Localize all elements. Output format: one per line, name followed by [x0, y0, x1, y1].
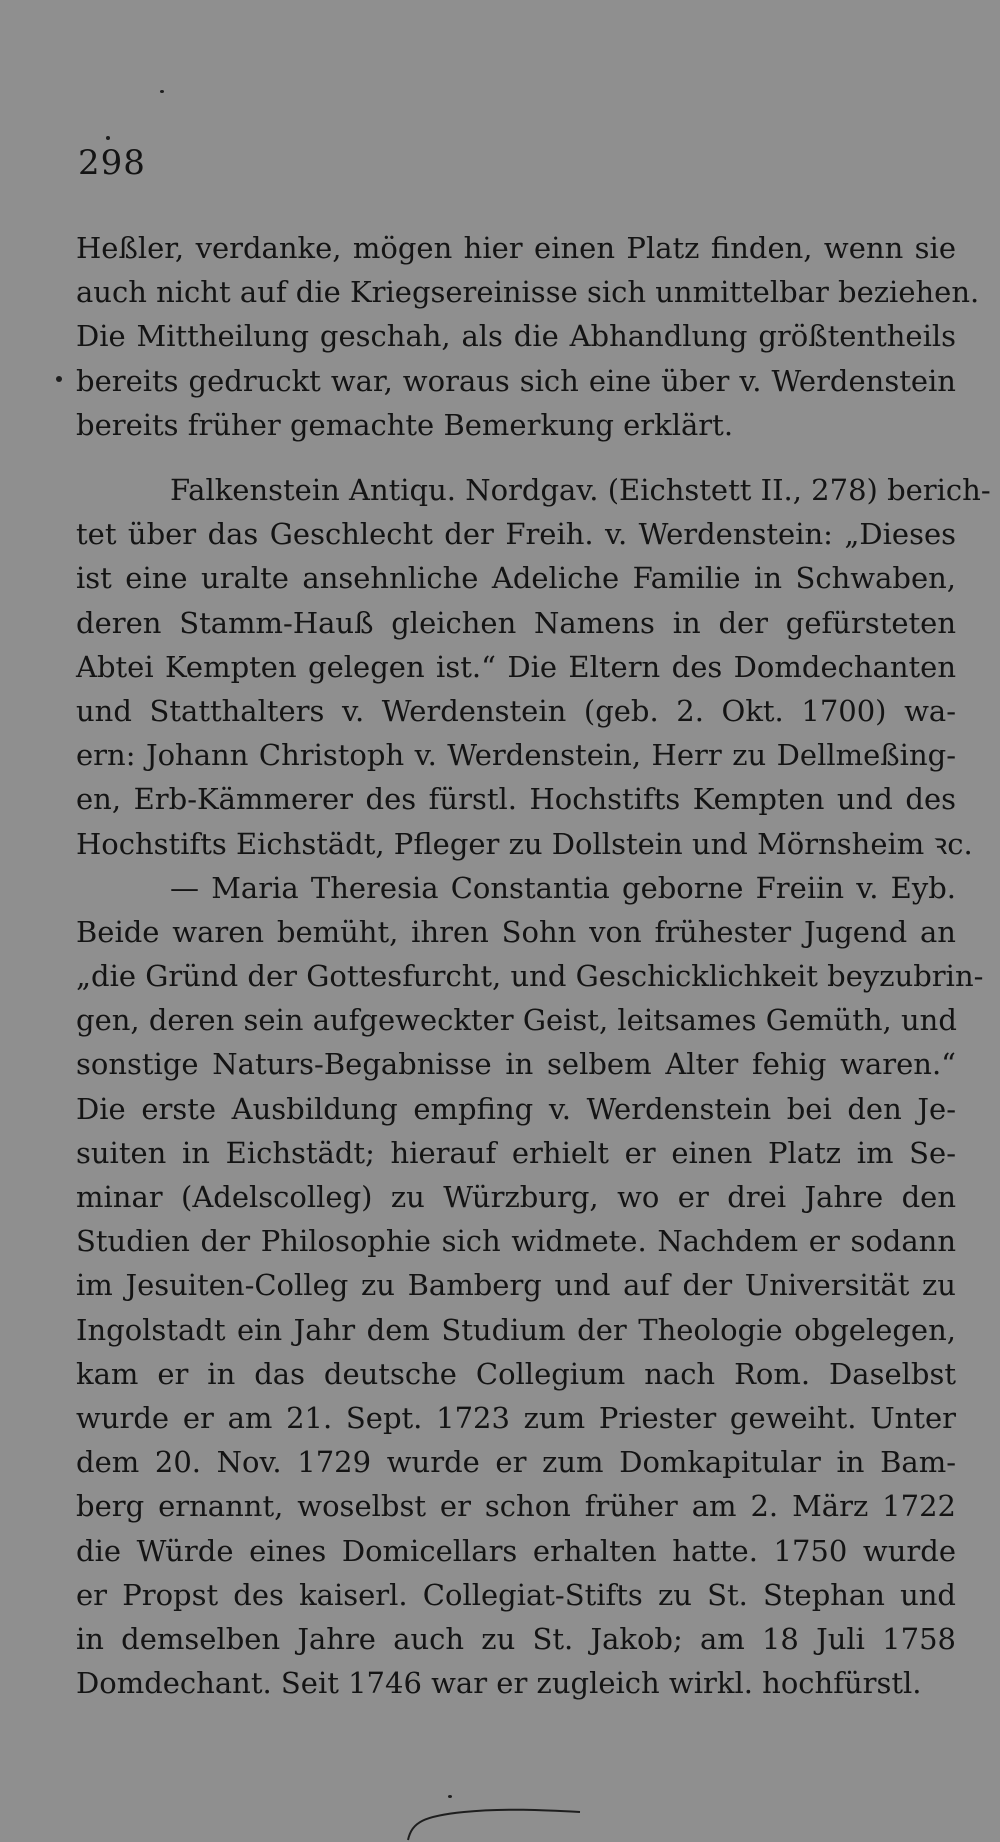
text-line: die Würde eines Domicellars erhalten hatte. 1750 wurde: [76, 1533, 956, 1568]
scan-speck: [106, 136, 110, 140]
text-line: im Jesuiten-Colleg zu Bamberg und auf der Universität zu: [76, 1268, 956, 1303]
text-line: ern: Johann Christoph v. Werdenstein, Herr zu Dellmeßing-: [76, 738, 956, 773]
paragraph-2: [76, 468, 991, 1705]
text-line: Die Mittheilung geschah, als die Abhandlung größtentheils: [76, 319, 956, 354]
text-line: minar (Adelscolleg) zu Würzburg, wo er drei Jahre den: [76, 1180, 956, 1214]
text-line: suiten in Eichstädt; hierauf erhielt er einen Platz im Se-: [76, 1135, 956, 1170]
text-line: Domdechant. Seit 1746 war er zugleich wirkl. hochfürstl.: [76, 1666, 922, 1701]
text-line: sonstige Naturs-Begabnisse in selbem Alter fehig waren.“: [76, 1047, 956, 1082]
text-line: Heßler, verdanke, mögen hier einen Platz finden, wenn sie: [76, 231, 956, 265]
text-line: Ingolstadt ein Jahr dem Studium der Theologie obgelegen,: [76, 1312, 956, 1347]
scan-speck: [160, 90, 164, 93]
text-line: Die erste Ausbildung empfing v. Werdenstein bei den Je-: [76, 1091, 956, 1126]
text-line: tet über das Geschlecht der Freih. v. Werdenstein: „Dieses: [76, 517, 956, 552]
text-line: „die Gründ der Gottesfurcht, und Geschicklichkeit beyzubrin-: [76, 959, 984, 994]
scan-speck: [448, 1795, 452, 1798]
text-line: Abtei Kempten gelegen ist.“ Die Eltern des Domdechanten: [76, 649, 956, 684]
text-line: deren Stamm-Hauß gleichen Namens in der gefürsteten: [76, 605, 956, 640]
scan-mark: [404, 1800, 584, 1842]
text-line: bereits früher gemachte Bemerkung erklärt.: [76, 407, 734, 442]
page-number: 298: [78, 143, 146, 183]
text-line: Studien der Philosophie sich widmete. Nachdem er sodann: [76, 1224, 956, 1259]
text-line: berg ernannt, woselbst er schon früher am 2. März 1722: [76, 1489, 956, 1524]
text-line: dem 20. Nov. 1729 wurde er zum Domkapitular in Bam-: [76, 1445, 956, 1480]
text-line: en, Erb-Kämmerer des fürstl. Hochstifts Kempten und des: [76, 782, 956, 817]
text-line: kam er in das deutsche Collegium nach Rom. Daselbst: [76, 1356, 956, 1391]
text-line: er Propst des kaiserl. Collegiat-Stifts zu St. Stephan und: [76, 1577, 956, 1612]
text-line: auch nicht auf die Kriegsereinisse sich unmittelbar beziehen.: [76, 275, 980, 310]
text-line: Falkenstein Antiqu. Nordgav. (Eichstett II., 278) berich-: [170, 473, 991, 507]
text-line: ist eine uralte ansehnliche Adeliche Familie in Schwaben,: [76, 561, 956, 596]
text-line: bereits gedruckt war, woraus sich eine über v. Werdenstein: [76, 363, 956, 398]
paragraph-1: [76, 226, 980, 447]
text-line: — Maria Theresia Constantia geborne Freiin v. Eyb.: [170, 870, 956, 905]
scan-speck: [56, 376, 62, 382]
text-line: in demselben Jahre auch zu St. Jakob; am 18 Juli 1758: [76, 1621, 956, 1656]
text-line: Hochstifts Eichstädt, Pfleger zu Dollstein und Mörnsheim ꝛc.: [76, 826, 973, 861]
text-line: gen, deren sein aufgeweckter Geist, leitsames Gemüth, und: [76, 1003, 957, 1038]
text-line: Beide waren bemüht, ihren Sohn von frühester Jugend an: [76, 914, 956, 949]
text-line: und Statthalters v. Werdenstein (geb. 2. Okt. 1700) wa-: [76, 693, 956, 728]
text-line: wurde er am 21. Sept. 1723 zum Priester geweiht. Unter: [76, 1400, 956, 1435]
